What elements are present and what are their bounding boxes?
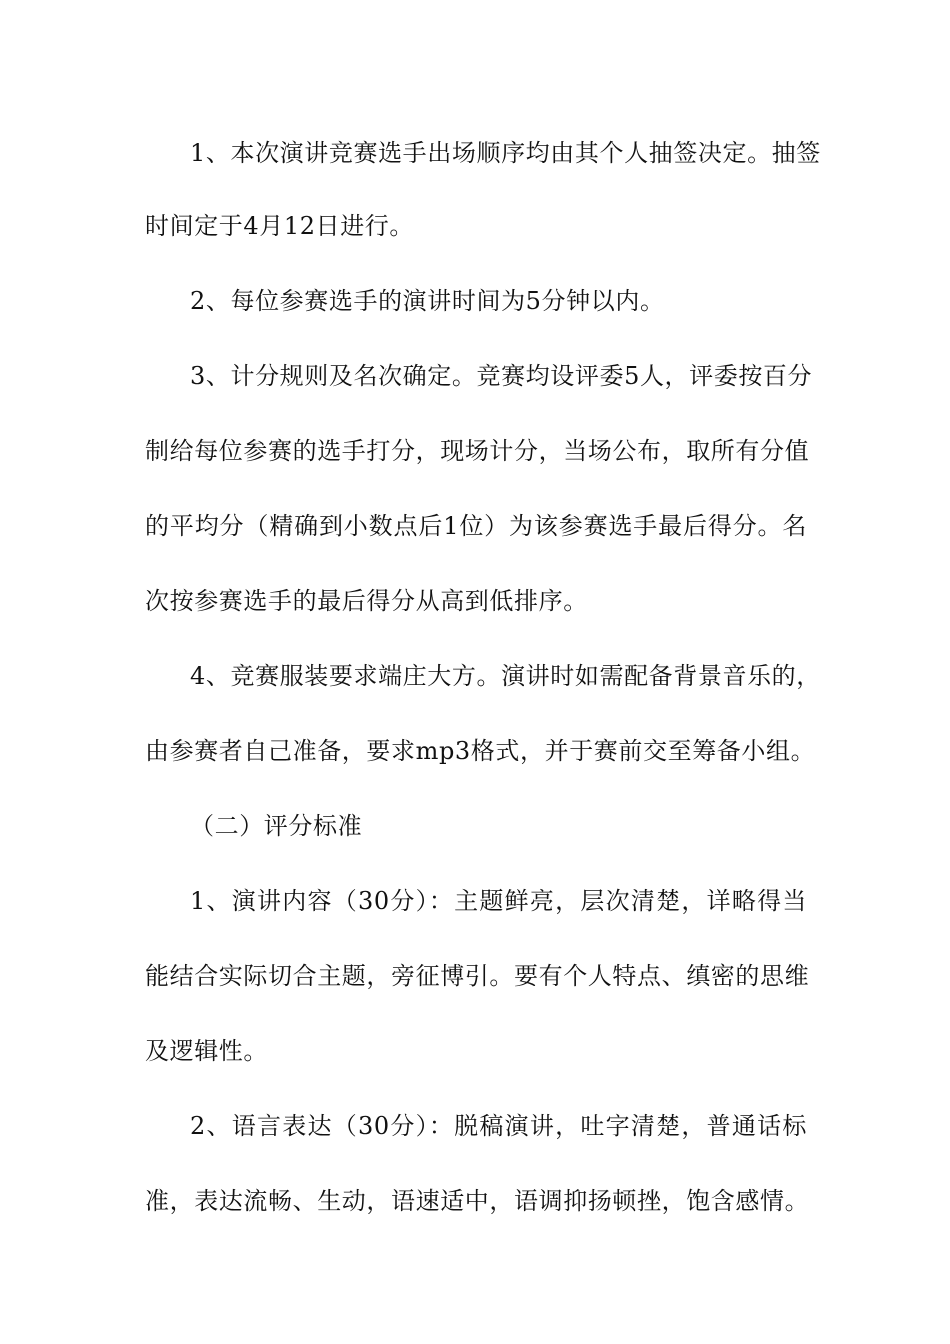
paragraph-4-line-2: 由参赛者自己准备，要求mp3格式，并于赛前交至筹备小组。 (145, 737, 816, 765)
section-heading-scoring-criteria: （二）评分标准 (190, 812, 363, 840)
paragraph-3-line-3: 的平均分（精确到小数点后1位）为该参赛选手最后得分。名 (145, 512, 807, 540)
paragraph-3-line-4: 次按参赛选手的最后得分从高到低排序。 (145, 587, 588, 615)
paragraph-3-line-2: 制给每位参赛的选手打分，现场计分，当场公布，取所有分值 (145, 437, 810, 465)
paragraph-1-line-1: 1、本次演讲竞赛选手出场顺序均由其个人抽签决定。抽签 (190, 139, 821, 167)
criterion-1-line-2: 能结合实际切合主题，旁征博引。要有个人特点、缜密的思维 (145, 962, 810, 990)
paragraph-3-line-1: 3、计分规则及名次确定。竞赛均设评委5人，评委按百分 (190, 362, 813, 390)
criterion-2-line-1: 2、语言表达（30分）：脱稿演讲，吐字清楚，普通话标 (190, 1112, 807, 1140)
criterion-1-line-1: 1、演讲内容（30分）：主题鲜亮，层次清楚，详略得当 (190, 887, 807, 915)
criterion-1-line-3: 及逻辑性。 (145, 1037, 268, 1065)
paragraph-2-line-1: 2、每位参赛选手的演讲时间为5分钟以内。 (190, 287, 665, 315)
criterion-2-line-2: 准，表达流畅、生动，语速适中，语调抑扬顿挫，饱含感情。 (145, 1187, 810, 1215)
paragraph-1-line-2: 时间定于4月12日进行。 (145, 212, 415, 240)
paragraph-4-line-1: 4、竞赛服装要求端庄大方。演讲时如需配备背景音乐的， (190, 662, 821, 690)
